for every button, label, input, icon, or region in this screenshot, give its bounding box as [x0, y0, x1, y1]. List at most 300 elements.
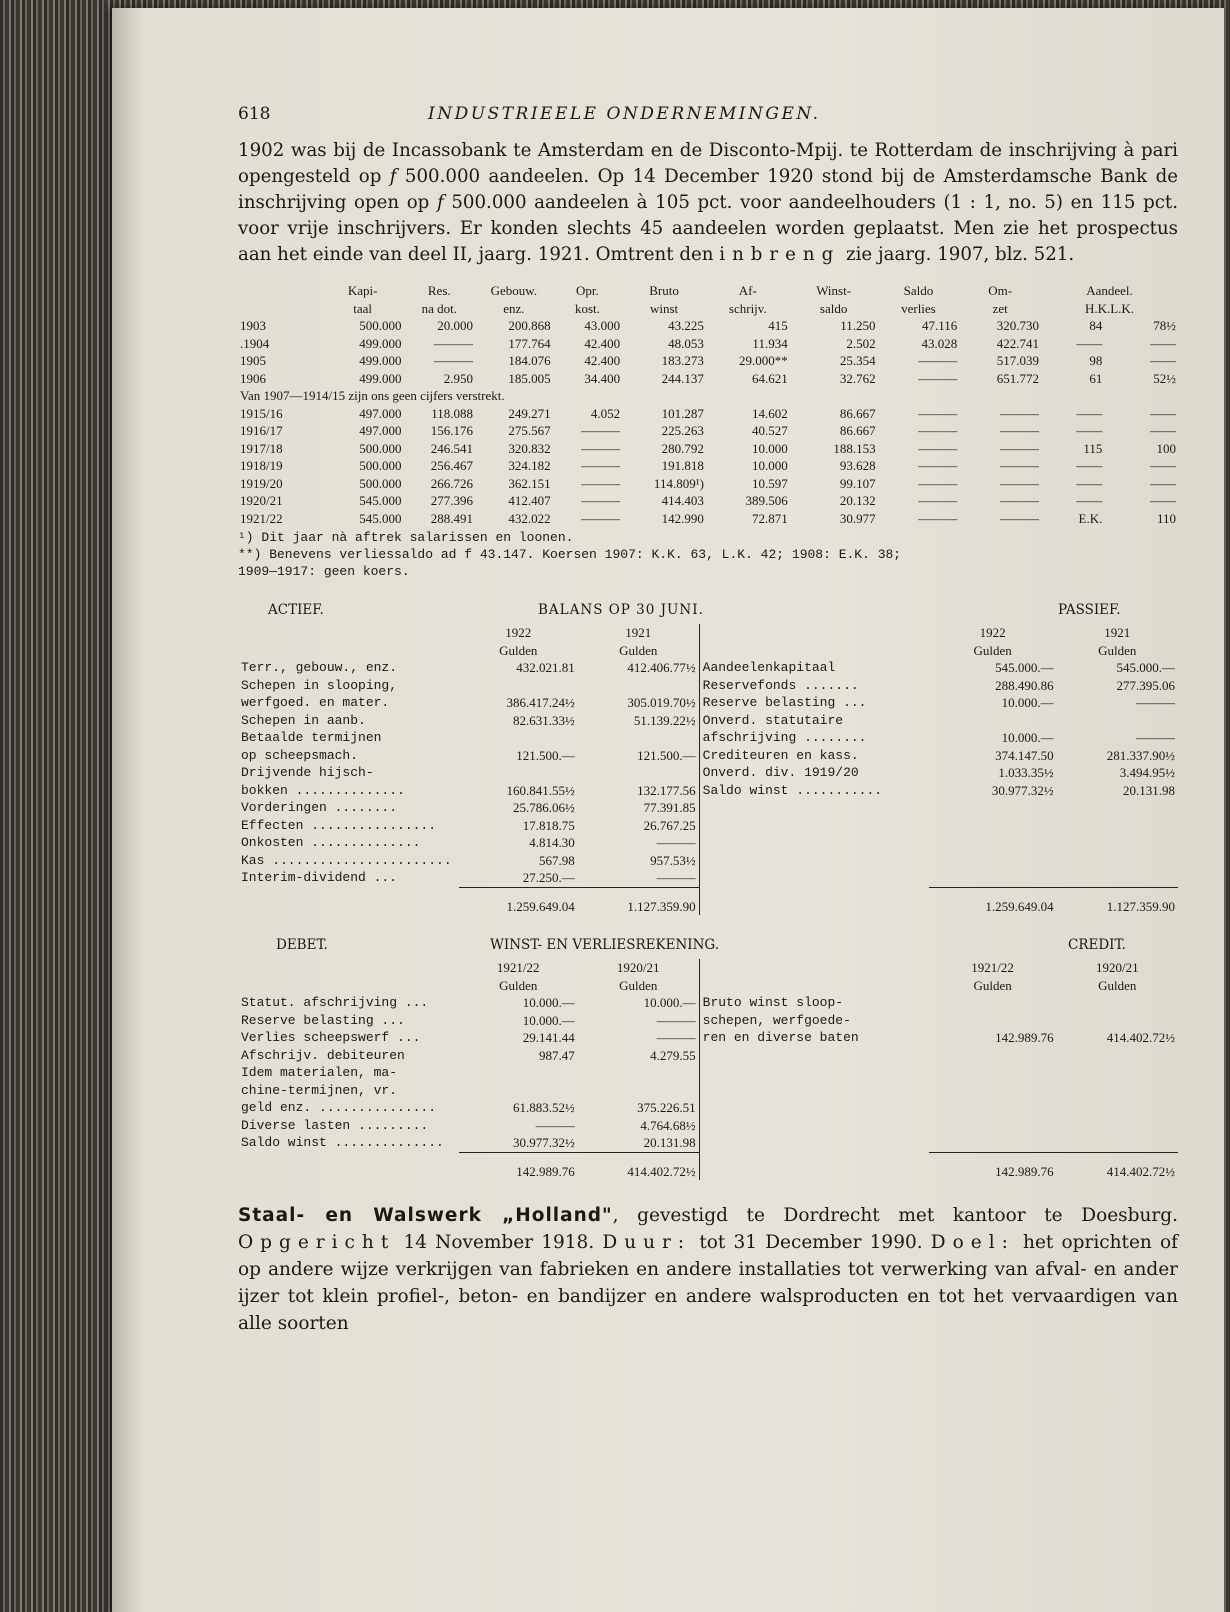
table-row [238, 475, 1178, 493]
value-cell: 414.403 [661, 493, 704, 508]
value-cell: 118.088 [431, 405, 474, 421]
value-cell: E.K. [1078, 510, 1103, 526]
total-value: 414.402.72½ [578, 1152, 699, 1180]
running-title: INDUSTRIEELE ONDERNEMINGEN. [428, 104, 821, 124]
value-cell: 42.400 [584, 335, 621, 351]
intro-spaced-term: inbreng [719, 244, 841, 265]
value-cell: —— [1150, 405, 1176, 421]
value-cell: —— [1150, 335, 1176, 351]
blank-cell [238, 1152, 459, 1180]
account-value: 567.98 [539, 852, 575, 868]
balance-left-title: ACTIEF. [268, 602, 324, 618]
account-label: Saldo winst ........... [702, 782, 883, 798]
value-cell: 500.000 [359, 318, 402, 333]
value-cell: 362.151 [508, 475, 551, 491]
account-label: Saldo winst .............. [241, 1135, 444, 1150]
blank-cell [699, 1152, 928, 1180]
value-cell: 249.271 [508, 405, 551, 421]
account-row [238, 1029, 1178, 1047]
account-label: Terr., gebouw., enz. [241, 660, 398, 675]
value-cell: ——— [918, 510, 958, 526]
year-cell: 1919/20 [240, 475, 283, 491]
account-value [1057, 1134, 1178, 1152]
label-doel: Doel: [930, 1232, 1015, 1253]
value-cell: 415 [768, 318, 788, 333]
value-cell: 34.400 [584, 370, 621, 386]
account-value [929, 1064, 1057, 1082]
blank-cell [238, 642, 459, 660]
account-row [238, 1012, 1178, 1030]
company-text-1: , gevestigd te Dordrecht met kantoor te Doesburg. [612, 1205, 1178, 1226]
account-value: 414.402.72½ [1106, 1030, 1175, 1045]
value-cell: 4.052 [590, 405, 621, 421]
account-value [578, 677, 699, 695]
value-cell: —— [1076, 423, 1103, 438]
unit-header-row [238, 642, 1178, 660]
unit-header: Gulden [499, 977, 538, 993]
blank-cell [238, 887, 459, 915]
value-cell: 99.107 [839, 475, 876, 491]
column-header: Saldo [903, 283, 934, 298]
blank-cell [699, 624, 928, 642]
value-cell: —— [1076, 405, 1103, 421]
account-value: 412.406.77½ [578, 659, 699, 677]
winst-right-title: CREDIT. [1068, 937, 1126, 953]
value-cell: 32.762 [839, 370, 876, 386]
account-value: 957.53½ [578, 852, 699, 870]
account-row [238, 764, 1178, 782]
account-label: Schepen in slooping, [241, 677, 398, 693]
table-row [238, 335, 1178, 353]
year-header: 1920/21 [1095, 960, 1139, 975]
value-cell: 200.868 [508, 318, 551, 333]
value-cell: —— [1076, 335, 1103, 351]
account-value: 281.337.90½ [1106, 747, 1175, 763]
account-row [238, 1064, 1178, 1082]
account-value: 10.000.— [1001, 695, 1054, 710]
value-cell: 225.263 [661, 423, 704, 438]
account-value: 30.977.32½ [991, 782, 1054, 798]
account-value: 987.47 [539, 1047, 575, 1063]
year-header: 1922 [505, 625, 532, 640]
company-text-3: tot 31 December 1990. [691, 1232, 931, 1253]
company-paragraph [238, 1202, 1178, 1337]
account-value [459, 677, 578, 695]
account-label [699, 1134, 928, 1152]
account-value [1057, 1082, 1178, 1100]
value-cell: 499.000 [359, 353, 402, 368]
value-cell: ——— [1000, 493, 1040, 508]
account-label: Onverd. div. 1919/20 [702, 765, 859, 780]
blank-cell [699, 977, 928, 995]
running-header [238, 104, 1178, 138]
value-cell: 184.076 [508, 353, 551, 368]
column-header [238, 282, 322, 300]
account-row [238, 834, 1178, 852]
account-value: 160.841.55½ [506, 782, 575, 798]
account-row [238, 694, 1178, 712]
account-value [929, 799, 1057, 817]
account-value [1057, 1117, 1178, 1135]
value-cell: 86.667 [839, 405, 876, 421]
page-content [238, 104, 1178, 1337]
value-cell: 266.726 [430, 475, 474, 491]
account-value [1057, 1012, 1178, 1030]
account-row [238, 1134, 1178, 1152]
value-cell: ——— [581, 440, 621, 456]
account-value [929, 1117, 1057, 1135]
value-cell: 114.809¹) [653, 475, 704, 491]
account-value: ——— [578, 1029, 699, 1047]
value-cell: ——— [434, 335, 474, 351]
value-cell: 11.250 [840, 318, 876, 333]
account-label [699, 834, 928, 852]
column-header: enz. [503, 300, 525, 316]
company-text-2: 14 November 1918. [395, 1232, 603, 1253]
account-label: Verlies scheepswerf ... [241, 1030, 421, 1045]
year-header: 1921/22 [496, 960, 540, 975]
account-value: ——— [578, 869, 699, 887]
value-cell: 500.000 [359, 440, 402, 456]
table-row [238, 370, 1178, 388]
account-value: ——— [535, 1117, 575, 1133]
account-row [238, 1099, 1178, 1117]
account-label: werfgoed. en mater. [241, 695, 390, 710]
value-cell: 10.000 [751, 440, 788, 456]
company-text-4: het oprichten of op andere wijze verkrijgen van fabrieken en andere installaties tot verwerking van afval- en ander ijzer tot klein profiel-, beton- en bandijzer en andere walsproducten en tot het vervaardigen van alle soorten [238, 1232, 1178, 1334]
account-label: geld enz. ............... [241, 1100, 437, 1115]
account-label: Vorderingen ........ [241, 800, 398, 815]
column-header: Opr. [576, 283, 599, 298]
account-value: 132.177.56 [578, 782, 699, 800]
account-row [238, 869, 1178, 887]
account-label: Betaalde termijnen [241, 730, 382, 745]
value-cell: 177.764 [508, 335, 551, 351]
value-cell: —— [1076, 458, 1103, 473]
year-header: 1922 [979, 625, 1006, 640]
value-cell: 517.039 [996, 353, 1040, 368]
value-cell: 25.354 [839, 353, 876, 368]
account-value [929, 869, 1057, 887]
year-header: 1921/22 [971, 960, 1014, 975]
value-cell: 280.792 [661, 440, 704, 456]
total-value: 1.259.649.04 [459, 887, 578, 915]
account-value [1057, 834, 1178, 852]
account-row [238, 729, 1178, 747]
column-header: winst [649, 300, 679, 316]
table-row [238, 317, 1178, 335]
value-cell: 10.000 [751, 458, 788, 473]
unit-header: Gulden [973, 642, 1012, 658]
year-header: 1920/21 [578, 959, 699, 977]
balance-sheet-table [238, 624, 1178, 915]
value-cell: 86.667 [839, 423, 876, 438]
account-row [238, 799, 1178, 817]
value-cell: 2.502 [846, 335, 876, 351]
account-value: ——— [578, 834, 699, 852]
column-header: Winst- [816, 283, 852, 298]
account-value: 26.767.25 [578, 817, 699, 835]
total-value: 414.402.72½ [1057, 1152, 1178, 1180]
year-header-row [238, 959, 1178, 977]
column-header: Kapi- [347, 283, 378, 298]
value-cell: 275.567 [508, 423, 551, 438]
blank-cell [699, 959, 928, 977]
account-value: 10.000.— [522, 995, 575, 1010]
value-cell: —— [1076, 475, 1103, 491]
value-cell: 288.491 [430, 510, 474, 526]
account-value [459, 1064, 578, 1082]
value-cell: 499.000 [359, 335, 402, 351]
account-value [1057, 994, 1178, 1012]
account-value: 20.131.98 [1123, 782, 1175, 798]
account-row [238, 1117, 1178, 1135]
account-value: 374.147.50 [995, 747, 1054, 763]
unit-header: Gulden [578, 977, 699, 995]
account-label [699, 817, 928, 835]
account-value: 1.033.35½ [998, 765, 1054, 780]
account-label: Onverd. statutaire [702, 712, 844, 728]
account-value: 10.000.— [1001, 730, 1054, 745]
value-cell: 11.934 [752, 335, 788, 351]
value-cell: 497.000 [359, 423, 402, 438]
value-cell: ——— [918, 458, 958, 473]
account-value [929, 1082, 1057, 1100]
account-label: Schepen in aanb. [241, 712, 366, 728]
table-row [238, 492, 1178, 510]
value-cell: 42.400 [584, 353, 621, 368]
column-header: zet [992, 300, 1008, 316]
value-cell: 43.028 [921, 335, 958, 351]
account-value: 3.494.95½ [1119, 765, 1175, 780]
account-value [929, 712, 1057, 730]
unit-header: Gulden [1098, 642, 1137, 658]
account-value: 432.021.81 [516, 660, 575, 675]
account-value [929, 1012, 1057, 1030]
unit-header: Gulden [1098, 977, 1137, 993]
value-cell: ——— [918, 475, 958, 491]
account-label: Drijvende hijsch- [241, 765, 374, 780]
column-header: saldo [819, 300, 848, 316]
account-label: Afschrijv. debiteuren [241, 1047, 405, 1063]
value-cell: 43.225 [668, 318, 704, 333]
value-cell: 72.871 [751, 510, 788, 526]
account-value [929, 834, 1057, 852]
value-cell: ——— [918, 440, 958, 456]
footnote-1: ¹) Dit jaar nà aftrek salarissen en loonen. [238, 530, 574, 545]
account-value [459, 764, 578, 782]
intro-text-3: 500.000 aandeelen à 105 pct. voor aandeelhouders (1 : 1, no. 5) en 115 pct. voor vrije inschrijvers. Er konden slechts 45 aandeelen worden geplaatst. Men zie het prospectus aan het einde van deel II, jaarg. 1921. Omtrent den [238, 192, 1178, 265]
value-cell: 61 [1089, 370, 1103, 386]
intro-text-2: 500.000 aandeelen. Op 14 December 1920 stond bij de Amsterdamsche Bank de inschrijving open op [238, 166, 1178, 213]
account-row [238, 994, 1178, 1012]
account-row [238, 747, 1178, 765]
table-row [238, 422, 1178, 440]
account-row [238, 659, 1178, 677]
account-label: Effecten ................ [241, 817, 437, 833]
unit-header: Gulden [578, 642, 699, 660]
value-cell: ——— [918, 353, 958, 368]
account-label: Kas ....................... [241, 852, 452, 868]
account-row [238, 852, 1178, 870]
column-header: verlies [901, 300, 936, 316]
value-cell: ——— [1000, 423, 1040, 438]
account-value [459, 1082, 578, 1100]
account-value: 386.417.24½ [506, 695, 575, 710]
value-cell: 142.990 [661, 510, 704, 526]
column-header: na dot. [421, 300, 457, 316]
value-cell: 14.602 [751, 405, 788, 421]
account-value [1057, 1064, 1178, 1082]
year-cell: 1903 [240, 318, 266, 333]
account-value: 27.250.— [522, 870, 575, 885]
account-value: 20.131.98 [578, 1134, 699, 1152]
account-value: 17.818.75 [522, 817, 575, 833]
value-cell: 320.730 [996, 318, 1040, 333]
year-cell: 1906 [240, 370, 266, 386]
value-cell: 84 [1089, 318, 1103, 333]
account-label: Statut. afschrijving ... [241, 995, 429, 1010]
year-cell: 1921/22 [240, 510, 283, 526]
account-value [1057, 712, 1178, 730]
account-value [578, 1082, 699, 1100]
value-cell: ——— [581, 423, 621, 438]
balance-right-title: PASSIEF. [1058, 602, 1121, 618]
account-value [1057, 1099, 1178, 1117]
column-header: H.K.L.K. [1084, 300, 1135, 316]
label-opgericht: Opgericht [238, 1232, 396, 1253]
account-value: 142.989.76 [995, 1030, 1054, 1045]
account-value [929, 817, 1057, 835]
year-cell: 1915/16 [240, 405, 283, 421]
value-cell: 499.000 [359, 370, 402, 386]
account-label [699, 1117, 928, 1135]
table-row [238, 457, 1178, 475]
year-cell: 1905 [240, 353, 266, 368]
account-label: Reservefonds ....... [702, 677, 859, 693]
account-value: 4.764.68½ [578, 1117, 699, 1135]
value-cell: 93.628 [839, 458, 876, 473]
year-header: 1921 [578, 624, 699, 642]
footnotes [238, 529, 1178, 580]
value-cell: 191.818 [661, 458, 704, 473]
value-cell: 256.467 [430, 458, 474, 473]
value-cell: 183.273 [661, 353, 704, 368]
value-cell: ——— [918, 405, 958, 421]
account-value [1057, 1047, 1178, 1065]
year-header: 1921 [1104, 625, 1131, 640]
account-value: 25.786.06½ [513, 800, 575, 815]
value-cell: ——— [581, 510, 621, 526]
year-cell: 1916/17 [240, 423, 283, 438]
value-cell: 320.832 [508, 440, 551, 456]
value-cell: 101.287 [661, 405, 704, 421]
year-header-row [238, 624, 1178, 642]
blank-cell [238, 959, 459, 977]
account-value [578, 729, 699, 747]
value-cell: —— [1150, 423, 1176, 438]
value-cell: ——— [1000, 510, 1040, 526]
value-cell: 2.950 [443, 370, 474, 386]
year-cell: 1920/21 [240, 493, 283, 508]
account-value: 121.500.— [578, 747, 699, 765]
table-row [238, 510, 1178, 528]
value-cell: ——— [1000, 458, 1040, 473]
account-value [578, 764, 699, 782]
account-label [699, 1082, 928, 1100]
footnote-2: **) Benevens verliessaldo ad f 43.147. Koersen 1907: K.K. 63, L.K. 42; 1908: E.K. 38; [238, 547, 902, 562]
account-value: 61.883.52½ [513, 1100, 575, 1115]
account-value [929, 1099, 1057, 1117]
account-value: 10.000.— [522, 1012, 575, 1028]
value-cell: ——— [918, 370, 958, 386]
value-cell: 64.621 [751, 370, 788, 386]
value-cell: 20.132 [839, 493, 876, 508]
value-cell: ——— [1000, 475, 1040, 491]
value-cell: ——— [581, 475, 621, 491]
header-row [238, 282, 1178, 300]
value-cell: 98 [1089, 353, 1103, 368]
account-row [238, 817, 1178, 835]
value-cell: ——— [918, 493, 958, 508]
column-header: kost. [574, 300, 600, 316]
company-name: Staal- en Walswerk „Holland" [238, 1205, 613, 1226]
account-row [238, 1082, 1178, 1100]
book-page [112, 8, 1224, 1612]
account-value [1057, 817, 1178, 835]
column-header: Res. [427, 283, 451, 298]
value-cell: 432.022 [508, 510, 551, 526]
account-value: ——— [1136, 695, 1175, 710]
value-cell: ——— [581, 493, 621, 508]
value-cell: ——— [434, 353, 474, 368]
column-header: Bruto [649, 283, 679, 298]
intro-paragraph [238, 138, 1178, 268]
footnote-3: 1909—1917: geen koers. [238, 564, 410, 579]
blank-cell [699, 887, 928, 915]
account-value [929, 852, 1057, 870]
value-cell: ——— [1000, 440, 1040, 456]
total-value: 1.127.359.90 [1057, 887, 1178, 915]
table-row [238, 405, 1178, 423]
account-label [699, 1064, 928, 1082]
column-header: schrijv. [728, 300, 767, 316]
value-cell: 500.000 [359, 458, 402, 473]
account-value: 305.019.70½ [578, 694, 699, 712]
value-cell: 277.396 [430, 493, 474, 508]
account-value [578, 1064, 699, 1082]
value-cell: 422.741 [996, 335, 1040, 351]
column-header: Gebouw. [490, 283, 538, 298]
value-cell: ——— [581, 458, 621, 473]
total-value: 1.259.649.04 [929, 887, 1057, 915]
account-label: afschrijving ........ [702, 730, 867, 745]
value-cell: 40.527 [751, 423, 788, 438]
account-value [1057, 852, 1178, 870]
value-cell: —— [1150, 493, 1176, 508]
account-value: 51.139.22½ [578, 712, 699, 730]
account-label: bokken .............. [241, 782, 405, 798]
page-number: 618 [238, 104, 271, 124]
value-cell: ——— [918, 423, 958, 438]
account-value: 375.226.51 [578, 1099, 699, 1117]
value-cell: 651.772 [996, 370, 1040, 386]
account-value [929, 1047, 1057, 1065]
account-value [459, 729, 578, 747]
account-label: Bruto winst sloop- [702, 995, 844, 1010]
account-label: chine-termijnen, vr. [241, 1082, 398, 1098]
column-header: Af- [738, 283, 757, 298]
